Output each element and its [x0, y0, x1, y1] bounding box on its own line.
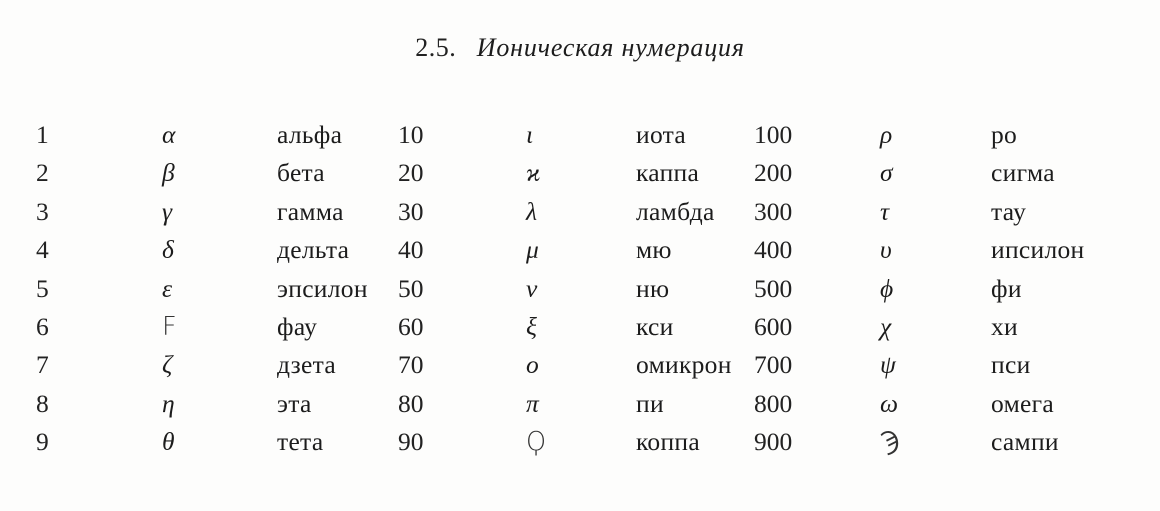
- units-numeral-value: 1: [36, 120, 49, 149]
- units-letter-name: эта: [277, 388, 312, 418]
- units-letter-name: эпсилон: [277, 273, 368, 303]
- hundreds-greek-letter: ω: [880, 388, 899, 418]
- tens-greek-letter: μ: [526, 235, 539, 265]
- tens-greek-letter: λ: [526, 196, 538, 226]
- tens-greek-letter: ϰ: [526, 158, 541, 188]
- units-letter-name: альфа: [277, 120, 343, 149]
- tens-greek-letter: ν: [526, 273, 538, 303]
- tens-numeral-value: 20: [398, 158, 424, 188]
- hundreds-letter-name: пси: [991, 350, 1031, 380]
- hundreds-greek-letter: ϕ: [880, 273, 894, 303]
- tens-greek-letter: Ϙ: [526, 427, 547, 458]
- units-numeral-value: 8: [36, 388, 49, 418]
- tens-numeral-value: 10: [398, 120, 424, 149]
- units-numeral-value: 4: [36, 235, 49, 265]
- hundreds-numeral-value: 100: [754, 120, 793, 149]
- hundreds-numeral-value: 800: [754, 388, 793, 418]
- hundreds-letter-name: фи: [991, 273, 1022, 303]
- hundreds-greek-letter: ρ: [880, 120, 893, 149]
- ionic-numeral-table: [36, 116, 1111, 462]
- hundreds-greek-letter: τ: [880, 196, 890, 226]
- hundreds-greek-letter: ψ: [880, 350, 896, 380]
- hundreds-numeral-value: 500: [754, 273, 793, 303]
- units-letter-name: бета: [277, 158, 325, 188]
- tens-letter-name: ламбда: [636, 196, 715, 226]
- units-numeral-value: 6: [36, 311, 49, 341]
- units-numeral-value: 3: [36, 196, 49, 226]
- units-numeral-value: 2: [36, 158, 49, 188]
- section-number: 2.5.: [415, 33, 457, 62]
- hundreds-letter-name: сампи: [991, 427, 1059, 457]
- tens-letter-name: ню: [636, 273, 670, 303]
- units-numeral-value: 9: [36, 427, 49, 457]
- hundreds-greek-letter: σ: [880, 158, 893, 188]
- hundreds-letter-name: омега: [991, 388, 1054, 418]
- hundreds-letter-name: ипсилон: [991, 235, 1085, 265]
- units-greek-letter: η: [162, 388, 175, 418]
- tens-numeral-value: 50: [398, 273, 424, 303]
- hundreds-greek-letter: χ: [880, 311, 892, 341]
- tens-letter-name: иота: [636, 120, 687, 149]
- units-greek-letter: δ: [162, 235, 174, 265]
- hundreds-numeral-value: 400: [754, 235, 793, 265]
- units-letter-name: фау: [277, 311, 318, 341]
- tens-numeral-value: 70: [398, 350, 424, 380]
- units-letter-name: дзета: [277, 350, 336, 380]
- tens-greek-letter: ξ: [526, 311, 537, 341]
- tens-greek-letter: π: [526, 388, 539, 418]
- tens-numeral-value: 60: [398, 311, 424, 341]
- units-numeral-value: 5: [36, 273, 49, 303]
- units-letter-name: тета: [277, 427, 324, 457]
- tens-greek-letter: ο: [526, 350, 539, 380]
- tens-letter-name: мю: [636, 235, 672, 265]
- units-letter-name: дельта: [277, 235, 350, 265]
- tens-letter-name: омикрон: [636, 350, 732, 380]
- units-greek-letter: γ: [162, 196, 173, 226]
- hundreds-numeral-value: 900: [754, 427, 793, 457]
- tens-greek-letter: ι: [526, 120, 534, 149]
- hundreds-letter-name: тау: [991, 196, 1027, 226]
- hundreds-numeral-value: 600: [754, 311, 793, 341]
- tens-letter-name: пи: [636, 388, 664, 418]
- tens-numeral-value: 80: [398, 388, 424, 418]
- hundreds-letter-name: сигма: [991, 158, 1055, 188]
- hundreds-greek-letter: Ϡ: [880, 427, 900, 458]
- tens-letter-name: каппа: [636, 158, 700, 188]
- units-greek-letter: ε: [162, 273, 173, 303]
- units-greek-letter: β: [162, 158, 175, 188]
- units-letter-name: гамма: [277, 196, 344, 226]
- tens-letter-name: кси: [636, 311, 674, 341]
- hundreds-letter-name: ро: [991, 120, 1018, 149]
- tens-numeral-value: 90: [398, 427, 424, 457]
- tens-letter-name: коппа: [636, 427, 700, 457]
- units-greek-letter: α: [162, 120, 176, 149]
- units-greek-letter: θ: [162, 427, 175, 457]
- units-greek-letter: Ϝ: [162, 311, 177, 342]
- hundreds-letter-name: хи: [991, 311, 1018, 341]
- tens-numeral-value: 40: [398, 235, 424, 265]
- section-heading: [0, 28, 1160, 68]
- hundreds-numeral-value: 300: [754, 196, 793, 226]
- hundreds-numeral-value: 200: [754, 158, 793, 188]
- tens-numeral-value: 30: [398, 196, 424, 226]
- units-numeral-value: 7: [36, 350, 49, 380]
- hundreds-numeral-value: 700: [754, 350, 793, 380]
- hundreds-greek-letter: υ: [880, 235, 892, 265]
- units-greek-letter: ζ: [162, 350, 173, 380]
- section-title: Ионическая нумерация: [476, 33, 745, 62]
